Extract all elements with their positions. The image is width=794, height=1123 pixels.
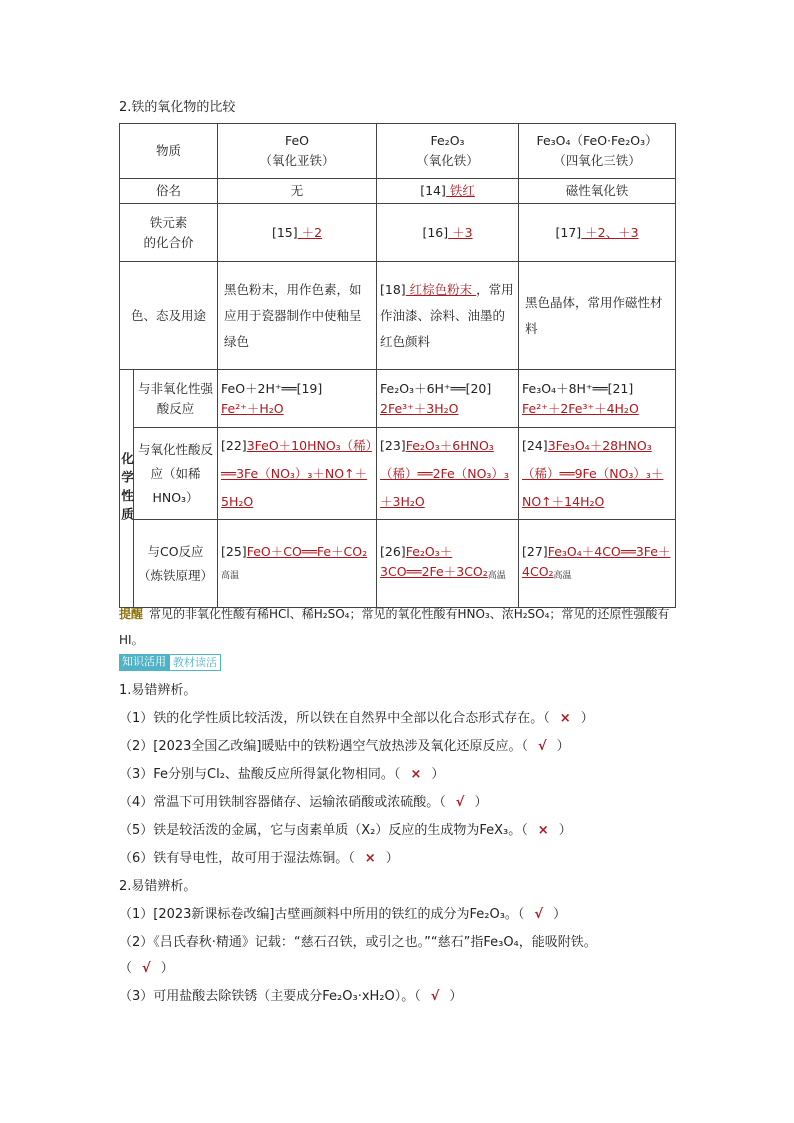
section-badge (119, 654, 221, 671)
row-label-valence: 铁元素 的化合价 (120, 204, 218, 262)
reaction-22: [22]3FeO＋10HNO₃（稀）══3Fe（NO₃）₃＋NO↑＋5H₂O (218, 428, 377, 520)
question-item: （ √ ） (119, 961, 174, 976)
feo-color: 黑色粉末，用作色素，如应用于瓷器制作中使釉呈绿色 (218, 262, 377, 370)
section-title: 2.铁的氧化物的比较 (119, 100, 236, 115)
header-substance: 物质 (120, 124, 218, 179)
feo-valence: [15] ＋2 (218, 204, 377, 262)
fe2o3-common-name: [14] 铁红 (377, 179, 519, 204)
fe2o3-color: [18] 红棕色粉末 ，常用作油漆、涂料、油墨的红色颜料 (377, 262, 519, 370)
question-item: （3）可用盐酸去除铁锈（主要成分Fe₂O₃·xH₂O）。（ √ ） (119, 989, 463, 1004)
fe3o4-valence: [17] ＋2、＋3 (519, 204, 676, 262)
row-label-color-state: 色、态及用途 (120, 262, 218, 370)
badge-textbook: 教材读活 (169, 654, 221, 671)
header-feo: FeO （氧化亚铁） (218, 124, 377, 179)
question-item: （2）《吕氏春秋·精通》记载：“慈石召铁，或引之也。”“慈石”指Fe₃O₄，能吸附铁。 (119, 935, 597, 950)
badge-knowledge: 知识活用 (119, 654, 169, 671)
tip-label: 提醒 (119, 607, 144, 621)
reaction-24: [24]3Fe₃O₄＋28HNO₃（稀）══9Fe（NO₃）₃＋NO↑＋14H₂O (519, 428, 676, 520)
question-item: （2）[2023全国乙改编]暖贴中的铁粉遇空气放热涉及氧化还原反应。（ √ ） (119, 739, 570, 754)
tip-text: 常见的非氧化性酸有稀HCl、稀H₂SO₄；常见的氧化性酸有HNO₃、浓H₂SO₄；常见的还原性强酸有HI。 (119, 607, 670, 647)
tip-note (119, 601, 675, 653)
iron-oxide-table (119, 123, 676, 608)
question-item: （4）常温下可用铁制容器储存、运输浓硝酸或浓硫酸。（ √ ） (119, 795, 488, 810)
reaction-26: $[26]Fe_2O_3+3CO══2Fe+3CO_2_{高温}$ (377, 520, 519, 608)
section2-title: 2.易错辨析。 (119, 879, 197, 894)
fe3o4-common-name: 磁性氧化铁 (519, 179, 676, 204)
question-item: （1）铁的化学性质比较活泼，所以铁在自然界中全部以化合态形式存在。（ × ） (119, 711, 594, 726)
header-fe3o4: Fe₃O₄（FeO·Fe₂O₃） （四氧化三铁） (519, 124, 676, 179)
reaction-27: $[27]Fe_3O_4+4CO══3Fe+4CO_2_{高温}$ (519, 520, 676, 608)
section1-title: 1.易错辨析。 (119, 683, 197, 698)
label-co-reaction: 与CO反应（炼铁原理） (134, 520, 218, 608)
header-fe2o3: Fe₂O₃ （氧化铁） (377, 124, 519, 179)
fe3o4-color: 黑色晶体，常用作磁性材料 (519, 262, 676, 370)
label-nonoxidizing-acid: 与非氧化性强酸反应 (134, 370, 218, 428)
label-oxidizing-acid: 与氧化性酸反应（如稀HNO₃） (134, 428, 218, 520)
question-item: （6）铁有导电性，故可用于湿法炼铜。（ × ） (119, 851, 399, 866)
reaction-21: Fe₃O₄＋8H⁺══[21] Fe²⁺＋2Fe³⁺＋4H₂O (519, 370, 676, 428)
question-item: （3）Fe分别与Cl₂、盐酸反应所得氯化物相同。（ × ） (119, 767, 445, 782)
condition-high-temp: 高温 (221, 570, 240, 581)
chem-props-label: 化学性质 (120, 370, 134, 608)
question-item: （1）[2023新课标卷改编]古壁画颜料中所用的铁红的成分为Fe₂O₃。（ √ ） (119, 907, 567, 922)
reaction-20: Fe₂O₃＋6H⁺══[20] 2Fe³⁺＋3H₂O (377, 370, 519, 428)
row-label-common-name: 俗名 (120, 179, 218, 204)
reaction-19: FeO＋2H⁺══[19] Fe²⁺＋H₂O (218, 370, 377, 428)
question-item: （5）铁是较活泼的金属，它与卤素单质（X₂）反应的生成物为FeX₃。（ × ） (119, 823, 572, 838)
fe2o3-valence: [16] ＋3 (377, 204, 519, 262)
feo-common-name: 无 (218, 179, 377, 204)
reaction-23: [23]Fe₂O₃＋6HNO₃（稀）══2Fe（NO₃）₃＋3H₂O (377, 428, 519, 520)
reaction-25: $[25]FeO+CO══Fe+CO_2_{高温}$ (218, 520, 377, 608)
